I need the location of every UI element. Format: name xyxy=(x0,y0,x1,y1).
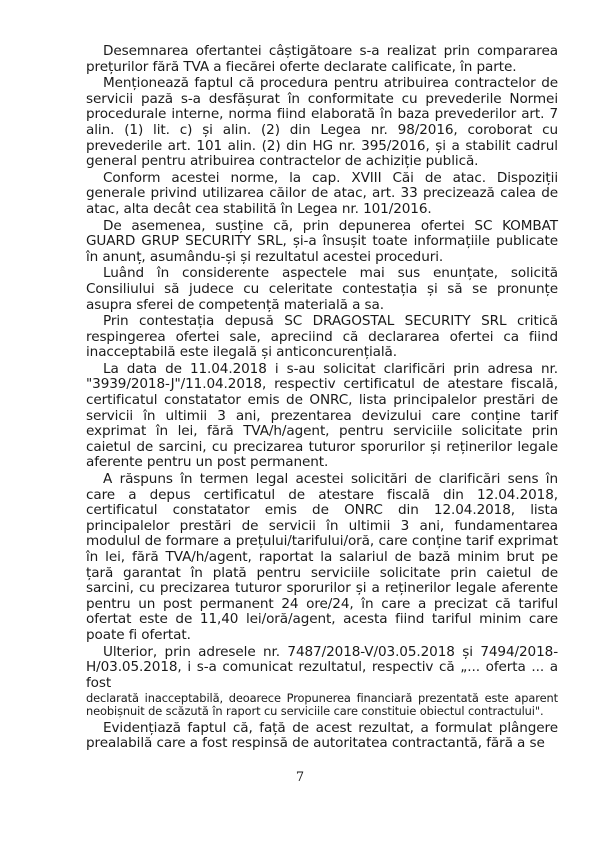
paragraph: A răspuns în termen legal acestei solicitări de clarificări sens în care a depus certificatul de atestare fiscală din 12.04.2018, certificatul constatator emis de ONRC din 12.04.2018, lista principalelor prestări de servicii în ultimii 3 ani, fundamentarea modulul de formare a prețului/tarifului/oră, care conține tarif exprimat în lei, fără TVA/h/agent, raportat la salariul de bază minim brut pe țară garantat în plată pentru serviciile solicitate prin caietul de sarcini, cu precizarea tuturor sporurilor și a reținerilor legale aferente pentru un post permanent 24 ore/24, în care a precizat că tariful ofertat este de 11,40 lei/oră/agent, acesta fiind tariful minim care poate fi ofertat. xyxy=(86,471,558,643)
paragraph: Menționează faptul că procedura pentru atribuirea contractelor de servicii pază s-a desfășurat în conformitate cu prevederile Normei procedurale interne, norma fiind elaborată în baza prevederilor art. 7 alin. (1) lit. c) și alin. (2) din Legea nr. 98/2016, coroborat cu prevederile art. 101 alin. (2) din HG nr. 395/2016, și a stabilit cadrul general pentru atribuirea contractelor de achiziție publică. xyxy=(86,75,558,170)
paragraph: Evidențiază faptul că, față de acest rezultat, a formulat plângere prealabilă care a fost respinsă de autoritatea contractantă, fără a se xyxy=(86,719,558,752)
paragraph: La data de 11.04.2018 i s-au solicitat clarificări prin adresa nr. "3939/2018-J"/11.04.2018, respectiv certificatul de atestare fiscală, certificatul constatator emis de ONRC, lista principalelor prestări de servicii în ultimii 3 ani, prezentarea devizului care conține tarif exprimat în lei, fără TVA/h/agent, pentru serviciile solicitate prin caietul de sarcini, cu precizarea tuturor sporurilor și reținerilor legale aferente pentru un post permanent. xyxy=(86,360,558,471)
paragraph: Prin contestația depusă SC DRAGOSTAL SECURITY SRL critică respingerea ofertei sale, apreciind că declararea ofertei ca fiind inacceptabilă este ilegală și anticoncurențială. xyxy=(86,313,558,361)
paragraph: De asemenea, susține că, prin depunerea ofertei SC KOMBAT GUARD GRUP SECURITY SRL, și-a însușit toate informațiile publicate în anunț, asumându-și și rezultatul acestei proceduri. xyxy=(86,217,558,265)
page-number: 7 xyxy=(295,770,305,785)
paragraph: Desemnarea ofertantei câștigătoare s-a realizat prin compararea prețurilor fără TVA a fiecărei oferte declarate calificate, în parte. xyxy=(86,43,558,75)
paragraph: Ulterior, prin adresele nr. 7487/2018-V/03.05.2018 și 7494/2018-H/03.05.2018, i s-a comunicat rezultatul, respectiv că „... oferta ... a fost xyxy=(86,643,558,691)
quoted-result-text: declarată inacceptabilă, deoarece Propunerea financiară prezentată este aparent neobișnuit de scăzută în raport cu serviciile care constituie obiectul contractului". xyxy=(86,691,558,718)
document-body xyxy=(86,44,558,752)
paragraph: Conform acestei norme, la cap. XVIII Căi de atac. Dispoziții generale privind utilizarea căilor de atac, art. 33 precizează calea de atac, alta decât cea stabilită în Legea nr. 101/2016. xyxy=(86,169,558,217)
paragraph: Luând în considerente aspectele mai sus enunțate, solicită Consiliului să judece cu celeritate contestația și să se pronunțe asupra sferei de competență materială a sa. xyxy=(86,265,558,313)
